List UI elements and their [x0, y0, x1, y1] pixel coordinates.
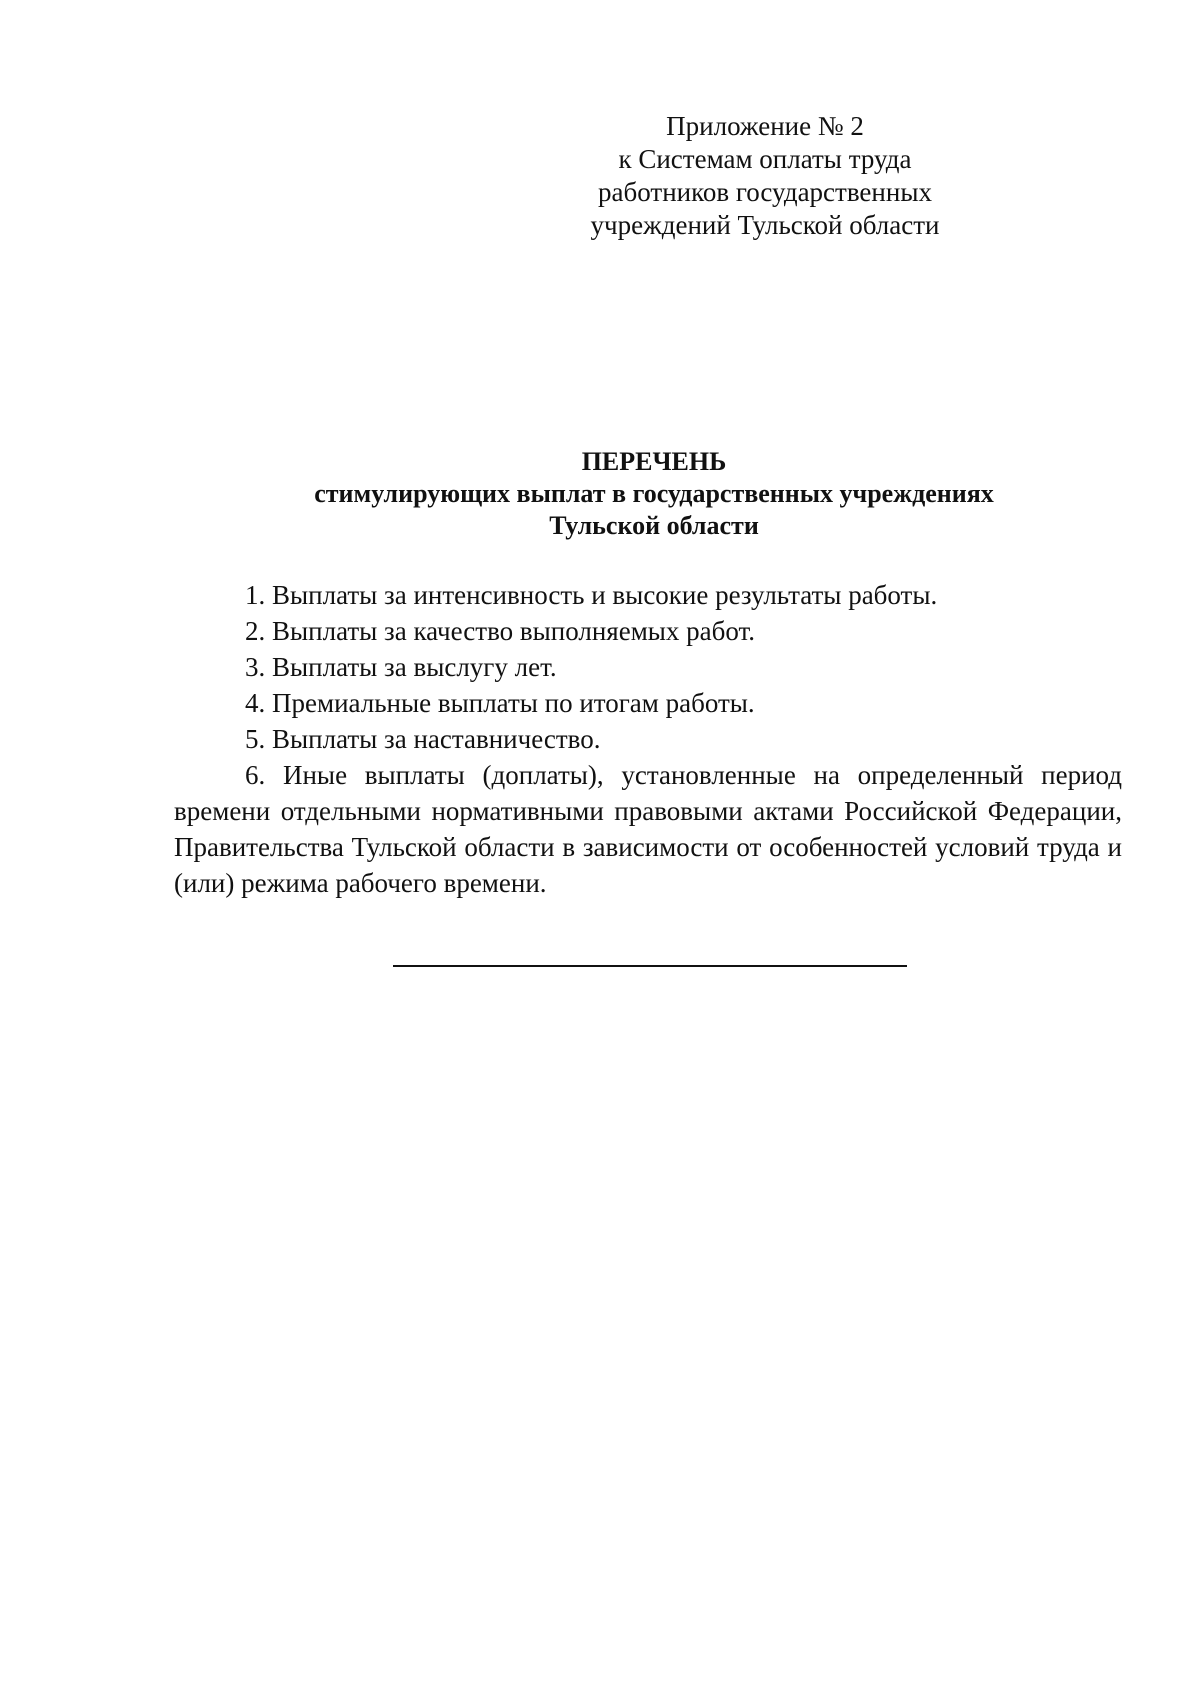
document-title [180, 446, 1128, 542]
title-subtitle-line-2: Тульской области [549, 511, 759, 540]
list-item: 3. Выплаты за выслугу лет. [245, 652, 557, 682]
list-item: 4. Премиальные выплаты по итогам работы. [245, 688, 755, 718]
payments-list [174, 577, 1122, 901]
appendix-header [560, 110, 970, 242]
title-heading: ПЕРЕЧЕНЬ [581, 447, 727, 476]
list-item: 5. Выплаты за наставничество. [245, 724, 601, 754]
appendix-number: Приложение № 2 [666, 111, 864, 141]
list-item: 6. Иные выплаты (доплаты), установленные на определенный период времени отдельными нормативными правовыми актами Российской Федерации, Правительства Тульской области в зависимости от особенностей условий труда и (или) режима рабочего времени. [174, 760, 1122, 898]
end-separator-line [393, 965, 907, 967]
appendix-reference-line-1: к Системам оплаты труда [618, 144, 912, 174]
appendix-reference-line-2: работников государственных [598, 177, 932, 207]
title-subtitle-line-1: стимулирующих выплат в государственных учреждениях [314, 479, 994, 508]
list-item: 1. Выплаты за интенсивность и высокие результаты работы. [245, 580, 938, 610]
list-item: 2. Выплаты за качество выполняемых работ. [245, 616, 756, 646]
appendix-reference-line-3: учреждений Тульской области [590, 210, 940, 240]
